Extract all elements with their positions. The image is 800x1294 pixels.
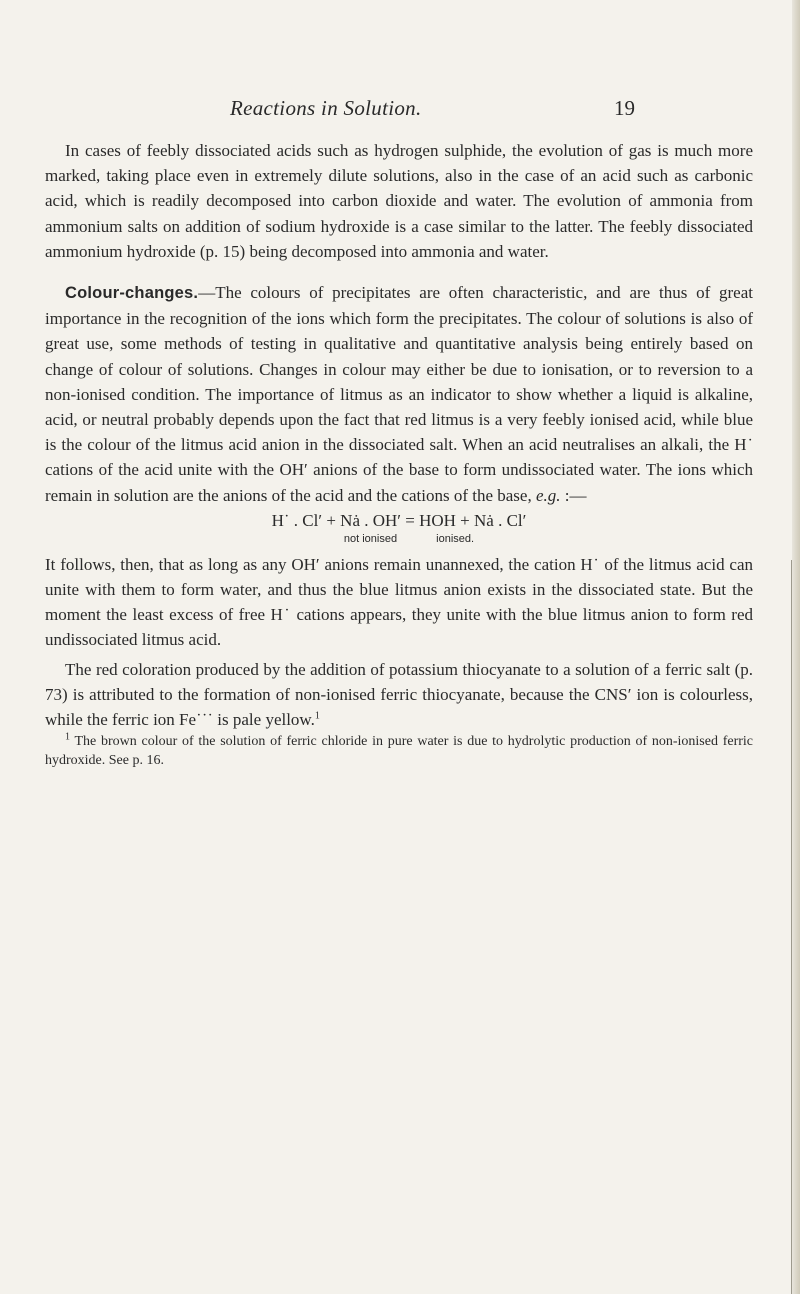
body-text <box>45 138 753 770</box>
paragraph-gas-evolution: In cases of feebly dissociated acids such as hydrogen sulphide, the evolution of gas is much more marked, taking place even in extremely dilute solutions, also in the case of an acid such as carbonic acid, which is readily decomposed into carbon dioxide and water. The evolution of ammonia from ammonium salts on addition of sodium hydroxide is a case similar to the latter. The feebly dissociated ammonium hydroxide (p. 15) being decomposed into ammonia and water. <box>45 141 753 261</box>
neutralisation-equation: H˙ . Cl′ + Nȧ . OH′ = HOH + Nȧ . Cl′ <box>271 510 527 530</box>
thiocyanate-text: The red coloration produced by the addition of potassium thiocyanate to a solution of a ferric salt (p. 73) is attributed to the formation of non-ionised ferric thiocyanate, because the CNS′ ion is colourless, while the ferric ion Fe˙˙˙ is pale yellow. <box>45 659 753 730</box>
colour-changes-text: —The colours of precipitates are often characteristic, and are thus of great importance in the recognition of the ions which form the precipitates. The colour of solutions is also of great use, some methods of testing in qualitative and quantitative analysis being entirely based on change of colour of solutions. Changes in colour may either be due to ionisation, or to reversion to a non-ionised condition. The importance of litmus as an indicator to show whether a liquid is alkaline, acid, or neutral probably depends upon the fact that red litmus is a very feebly ionised acid, while blue is the colour of the litmus acid anion in the dissociated salt. When an acid neutralises an alkali, the H˙ cations of the acid unite with the OH′ anions of the base to form undissociated water. The ions which remain in solution are the anions of the acid and the cations of the base, <box>45 283 753 505</box>
eq-note-not-ionised: not ionised <box>343 532 398 545</box>
section-heading: Colour-changes. <box>65 284 199 303</box>
equation-notes <box>45 532 753 546</box>
footnote-ref: 1 <box>314 710 320 722</box>
page-number: 19 <box>614 96 635 120</box>
colour-changes-end: :— <box>560 485 587 505</box>
paragraph-colour-changes <box>45 280 753 508</box>
footnote-text: The brown colour of the solution of ferric chloride in pure water is due to hydrolytic production of non-ionised ferric hydroxide. See p. 16. <box>45 734 753 769</box>
running-title: Reactions in Solution. <box>230 96 422 120</box>
paragraph-thiocyanate <box>45 657 753 733</box>
paragraph-litmus: It follows, then, that as long as any OH′ anions remain unannexed, the cation H˙ of the litmus acid can unite with them to form water, and thus the blue litmus anion exists in the dissociated state. But the moment the least excess of free H˙ cations appears, they unite with the blue litmus anion to form red undissociated litmus acid. <box>45 554 753 650</box>
page-edge-line <box>791 560 792 1294</box>
eg-abbrev: e.g. <box>535 485 561 505</box>
eq-note-ionised: ionised. <box>436 532 475 545</box>
footnote-marker: 1 <box>65 731 70 743</box>
page-edge-shadow <box>792 0 800 1294</box>
page-header <box>0 96 800 126</box>
footnote <box>45 732 753 770</box>
